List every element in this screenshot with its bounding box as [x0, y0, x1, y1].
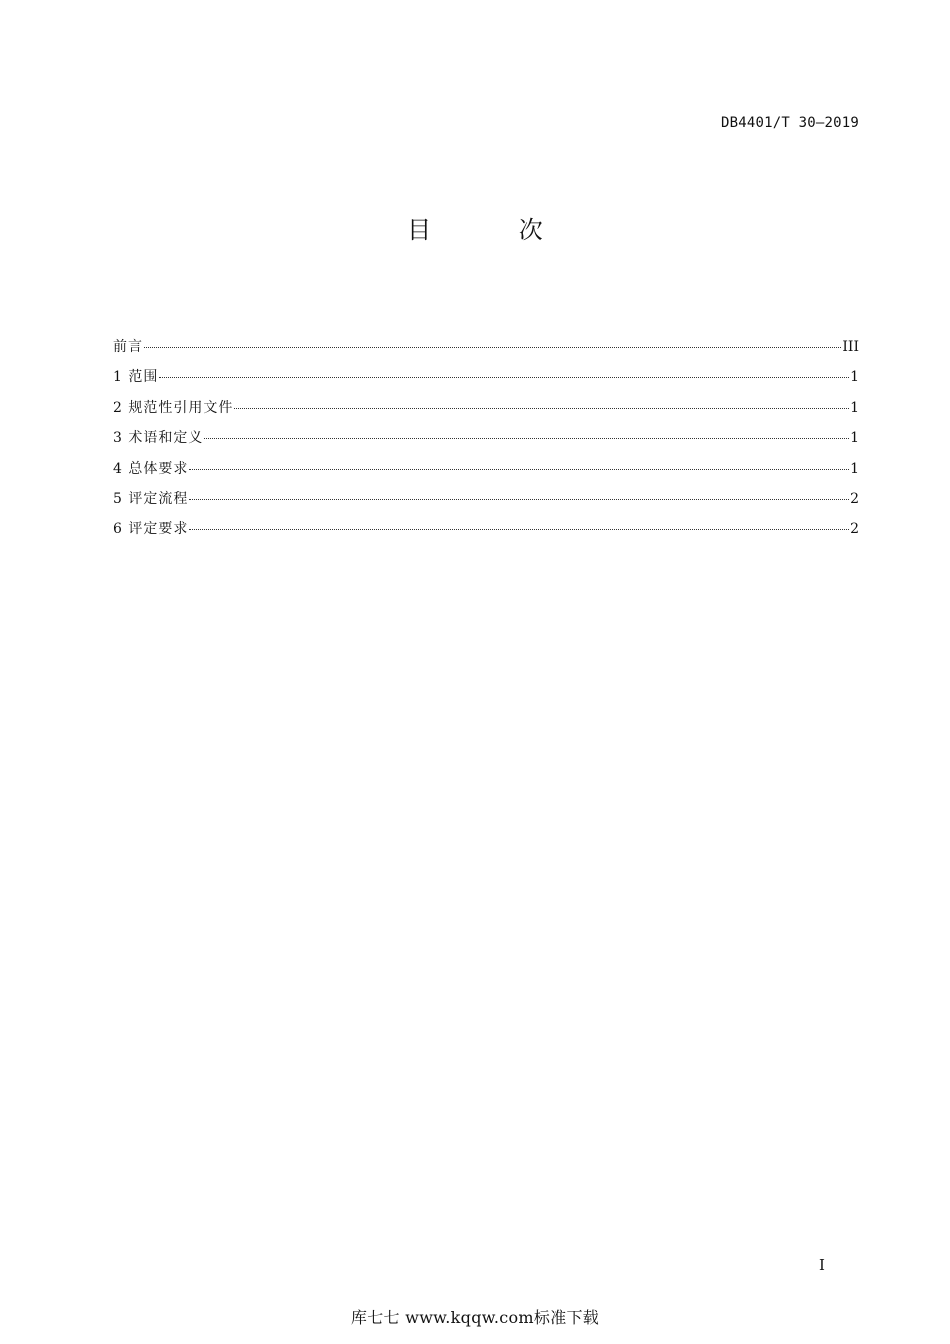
dot-leader [144, 347, 841, 348]
toc-entry-label: 2 规范性引用文件 [113, 399, 234, 416]
dot-leader [159, 377, 849, 378]
toc-entry-label: 4 总体要求 [113, 460, 189, 477]
toc-entry-label: 3 术语和定义 [113, 430, 204, 447]
page-title: 目 次 [407, 216, 583, 244]
dot-leader [189, 469, 849, 470]
toc-entry-label: 5 评定流程 [113, 490, 189, 507]
toc-entry-scope[interactable] [113, 366, 859, 396]
dot-leader [234, 408, 849, 409]
toc-entry-page: 1 [850, 430, 859, 447]
toc-entry-normative-references[interactable] [113, 397, 859, 427]
toc-entry-evaluation-requirements[interactable] [113, 518, 859, 548]
toc-entry-page: 2 [850, 521, 859, 538]
footer-watermark: 库七七 www.kqqw.com标准下载 [350, 1308, 600, 1327]
toc-entry-evaluation-process[interactable] [113, 488, 859, 518]
toc-entry-label: 6 评定要求 [113, 521, 189, 538]
dot-leader [189, 499, 849, 500]
document-code: DB4401/T 30—2019 [720, 115, 859, 131]
toc-entry-label: 1 范围 [113, 369, 159, 386]
toc-entry-label: 前言 [113, 339, 143, 355]
toc-entry-foreword[interactable] [113, 336, 859, 366]
dot-leader [204, 438, 849, 439]
toc-entry-page: III [842, 339, 859, 355]
page-number: I [819, 1256, 825, 1274]
table-of-contents [113, 336, 859, 549]
toc-entry-terms-definitions[interactable] [113, 427, 859, 457]
toc-entry-general-requirements[interactable] [113, 458, 859, 488]
toc-entry-page: 2 [850, 490, 859, 507]
toc-entry-page: 1 [850, 460, 859, 477]
toc-entry-page: 1 [850, 369, 859, 386]
dot-leader [189, 529, 849, 530]
toc-entry-page: 1 [850, 399, 859, 416]
